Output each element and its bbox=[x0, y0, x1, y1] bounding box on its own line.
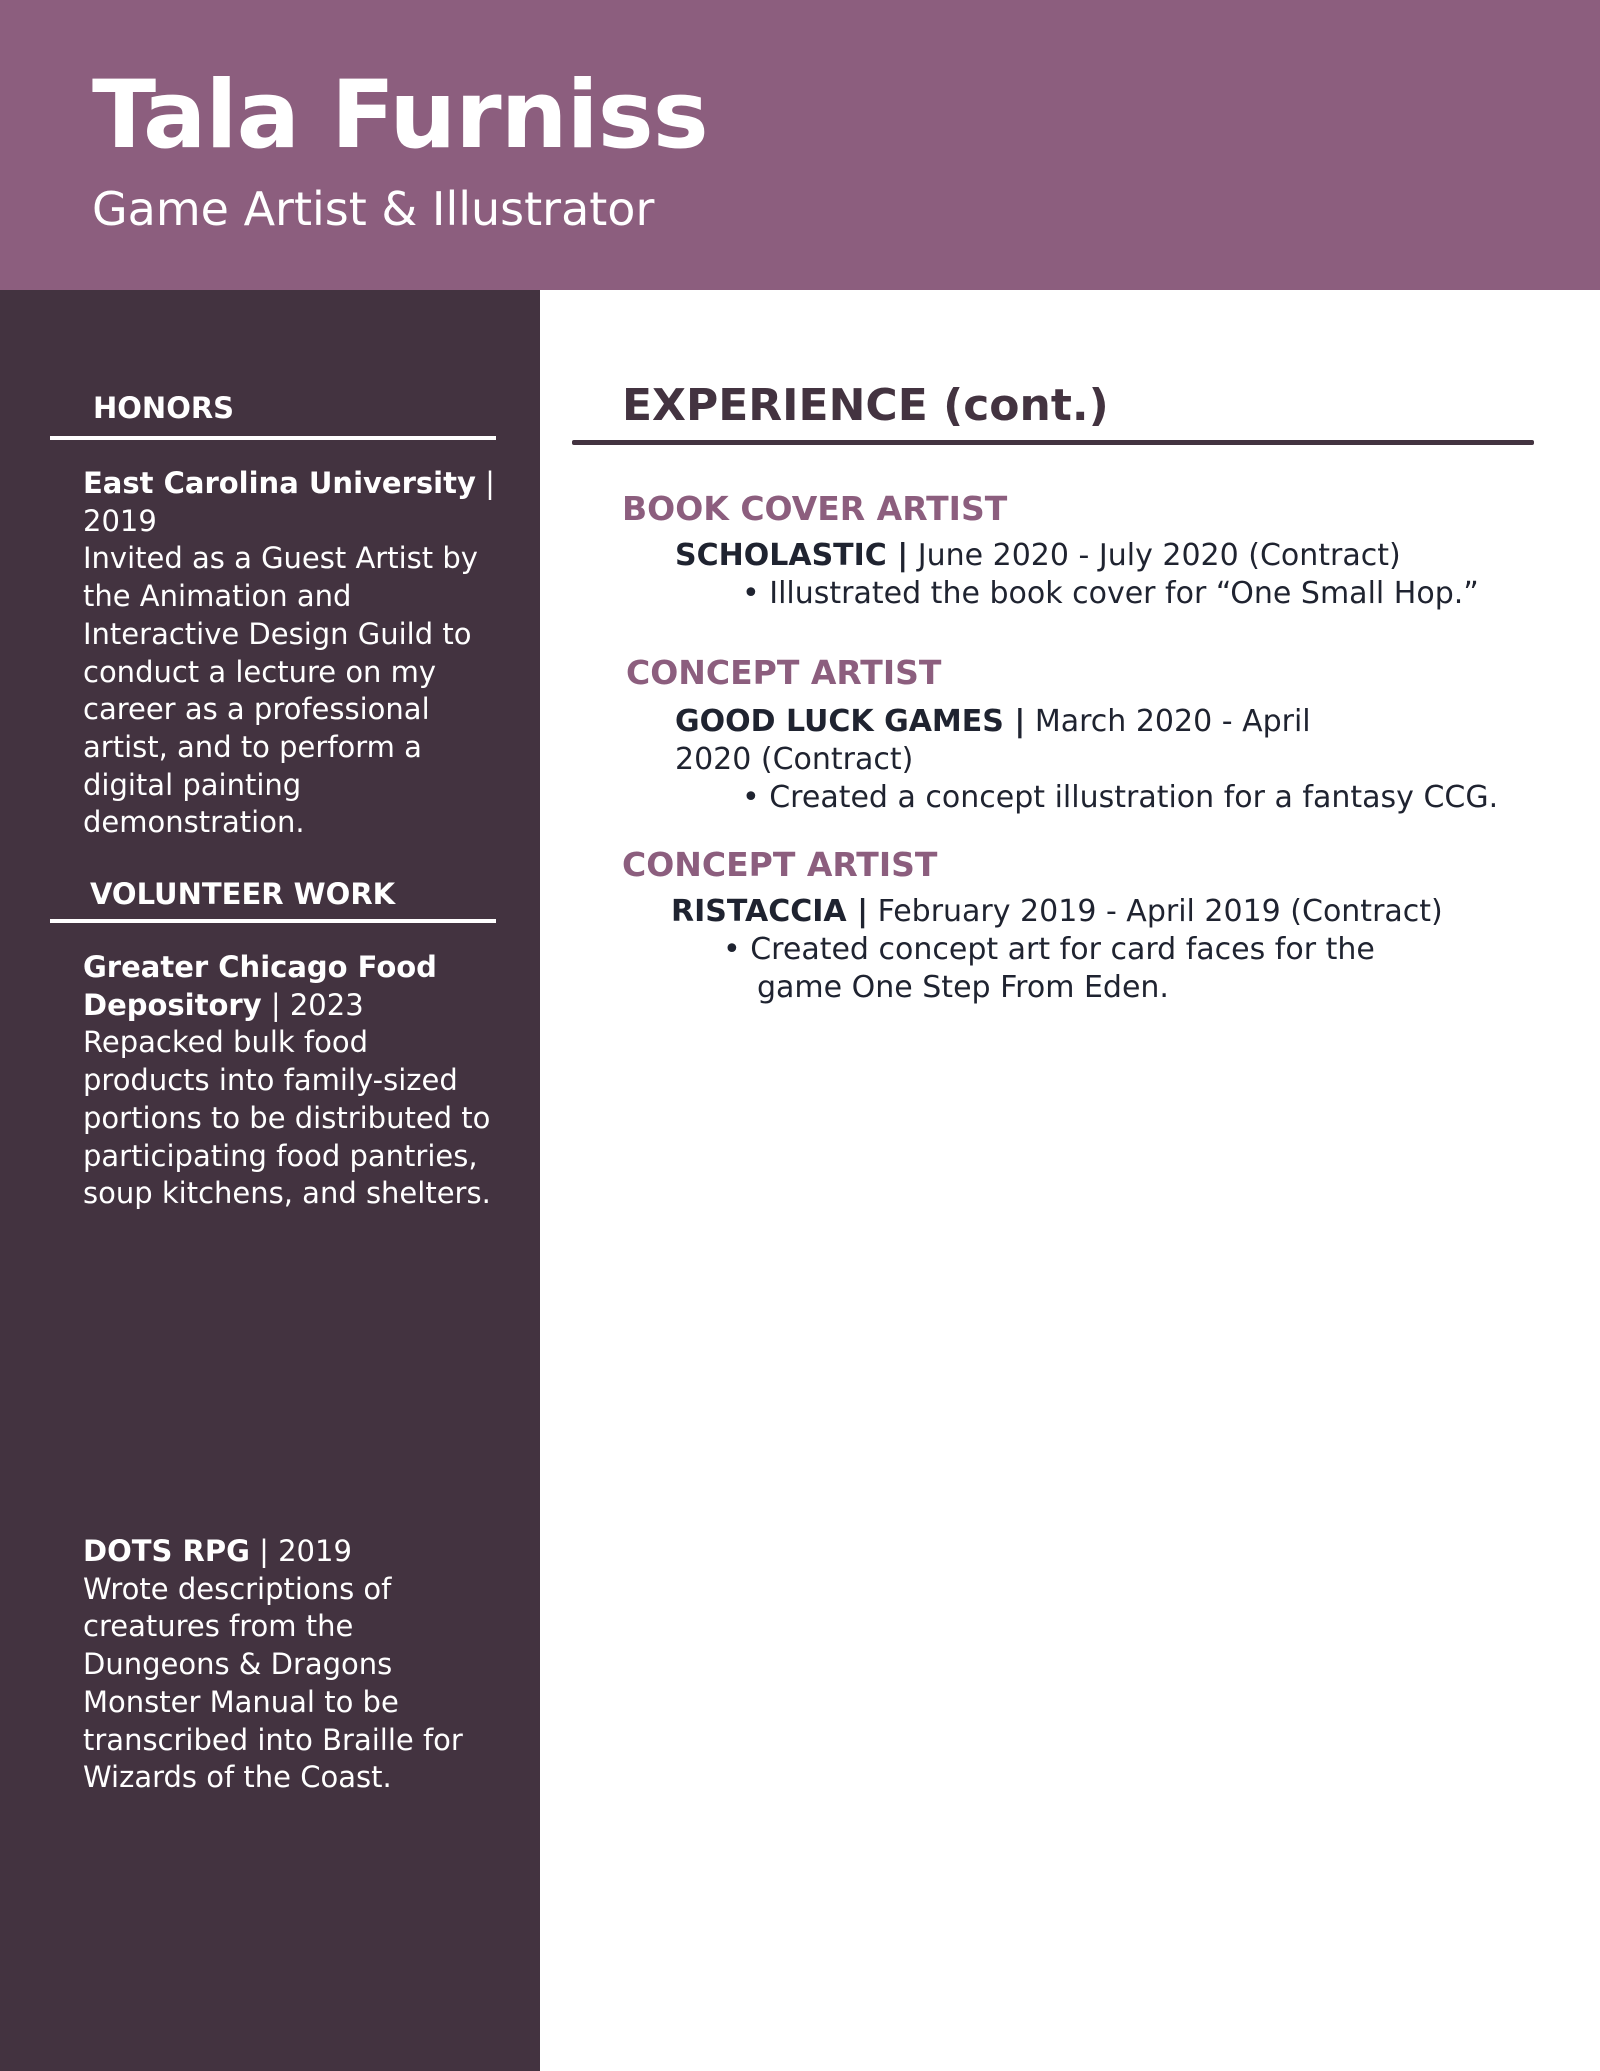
honors-heading: HONORS bbox=[93, 391, 235, 425]
job-company: RISTACCIA | bbox=[671, 894, 869, 929]
job-dates: March 2020 - April 2020 (Contract) bbox=[675, 704, 1311, 777]
job-employer-line bbox=[675, 703, 1395, 779]
job-company: SCHOLASTIC | bbox=[675, 538, 909, 573]
honors-entry-separator: | bbox=[475, 466, 495, 500]
job-title: CONCEPT ARTIST bbox=[626, 653, 942, 692]
volunteer-heading: VOLUNTEER WORK bbox=[90, 877, 396, 911]
job-dates: June 2020 - July 2020 (Contract) bbox=[908, 538, 1401, 573]
candidate-name: Tala Furniss bbox=[92, 61, 708, 170]
honors-entry-year: 2019 bbox=[83, 503, 157, 538]
bullet-dot: • bbox=[742, 576, 760, 611]
volunteer-entry-description: Repacked bulk food products into family-sized portions to be distributed to participating food pantries, soup kitchens, and shelters. bbox=[83, 1025, 491, 1211]
volunteer-entry bbox=[83, 949, 503, 1213]
volunteer-entry-separator: | bbox=[249, 1534, 279, 1568]
volunteer-entry-year: 2023 bbox=[289, 987, 364, 1022]
job-bullet-text: Created concept art for card faces for the game One Step From Eden. bbox=[740, 932, 1375, 1005]
job-company: GOOD LUCK GAMES | bbox=[675, 704, 1026, 739]
job-title: CONCEPT ARTIST bbox=[622, 845, 938, 884]
job-bullet bbox=[742, 779, 1542, 817]
volunteer-entry-description: Wrote descriptions of creatures from the Dungeons & Dragons Monster Manual to be transcribed into Braille for Wizards of the Coast. bbox=[83, 1571, 463, 1795]
job-dates: February 2019 - April 2019 (Contract) bbox=[868, 894, 1443, 929]
volunteer-divider bbox=[50, 919, 496, 923]
volunteer-entry-separator: | bbox=[261, 987, 290, 1022]
volunteer-entry-year: 2019 bbox=[278, 1534, 352, 1568]
honors-entry-org: East Carolina University bbox=[83, 466, 476, 500]
volunteer-entry-org: DOTS RPG bbox=[83, 1534, 250, 1568]
candidate-subtitle: Game Artist & Illustrator bbox=[92, 182, 655, 236]
volunteer-entry-org: Greater Chicago Food Depository bbox=[83, 950, 437, 1022]
honors-entry bbox=[83, 465, 503, 842]
job-title: BOOK COVER ARTIST bbox=[622, 489, 1008, 528]
job-bullet-text: Illustrated the book cover for “One Small Hop.” bbox=[759, 576, 1479, 611]
job-bullet bbox=[723, 931, 1457, 1007]
job-employer-line bbox=[675, 537, 1495, 575]
volunteer-entry bbox=[83, 1533, 503, 1797]
bullet-dot: • bbox=[742, 780, 760, 815]
job-employer-line bbox=[671, 893, 1531, 931]
header-banner bbox=[0, 0, 1600, 290]
job-bullet bbox=[742, 575, 1522, 613]
sidebar bbox=[0, 290, 540, 2071]
bullet-dot: • bbox=[723, 932, 741, 967]
experience-divider bbox=[572, 440, 1534, 445]
honors-entry-description: Invited as a Guest Artist by the Animation and Interactive Design Guild to conduct a lecture on my career as a professional artist, and to perform a digital painting demonstration. bbox=[83, 541, 478, 840]
job-bullet-text: Created a concept illustration for a fantasy CCG. bbox=[759, 780, 1499, 815]
honors-divider bbox=[50, 436, 496, 440]
experience-heading: EXPERIENCE (cont.) bbox=[622, 380, 1109, 431]
